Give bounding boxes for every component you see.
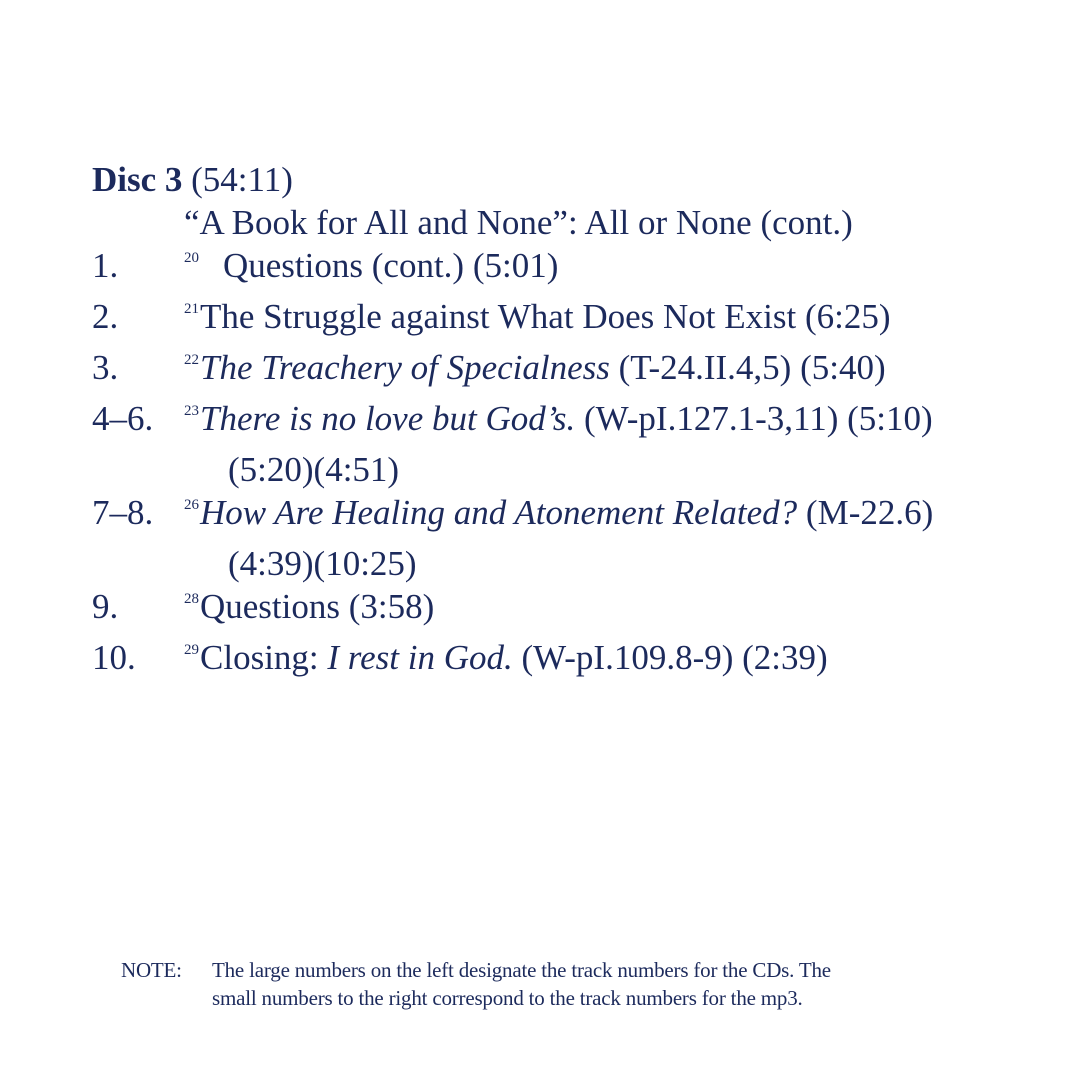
mp3-track-number: 28 — [184, 591, 199, 607]
track-reference: (W-pI.109.8-9) — [521, 638, 734, 677]
note-line: small numbers to the right correspond to the track numbers for the mp3. — [212, 986, 803, 1010]
track-time: (6:25) — [804, 297, 891, 336]
disc-duration: (54:11) — [191, 160, 293, 199]
mp3-track-number: 22 — [184, 352, 199, 368]
track-reference: (W-pI.127.1-3,11) — [584, 399, 839, 438]
track-title: I rest in God. — [327, 638, 513, 677]
track-title: The Struggle against What Does Not Exist — [200, 297, 797, 336]
cd-track-number: 1. — [92, 246, 119, 285]
track-prefix: Closing: — [200, 638, 319, 677]
track-row — [92, 295, 1052, 346]
track-reference: (M-22.6) — [805, 493, 934, 532]
mp3-track-number: 23 — [184, 403, 199, 419]
note-line: The large numbers on the left designate the track numbers for the CDs. The — [212, 958, 831, 982]
track-title: How Are Healing and Atonement Related? — [200, 493, 798, 532]
disc-heading — [92, 158, 1052, 201]
track-time: (3:58) — [348, 587, 435, 626]
track-reference: (T-24.II.4,5) — [618, 348, 792, 387]
cd-track-number: 10. — [92, 638, 136, 677]
track-time: (5:10) — [847, 399, 933, 438]
track-title: Questions — [200, 587, 340, 626]
track-row — [92, 397, 1052, 448]
mp3-track-number: 21 — [184, 301, 199, 317]
note-text — [121, 956, 981, 1012]
track-times-continued: (5:20)(4:51) — [228, 450, 400, 489]
track-time: (2:39) — [742, 638, 828, 677]
disc-label: Disc 3 — [92, 160, 183, 199]
track-time: (5:40) — [800, 348, 886, 387]
track-row — [92, 346, 1052, 397]
track-time: (5:01) — [472, 246, 559, 285]
mp3-track-number: 26 — [184, 497, 199, 513]
mp3-track-number: 29 — [184, 642, 199, 658]
footnote — [121, 956, 981, 1012]
track-title: Questions (cont.) — [223, 246, 465, 285]
track-title: There is no love but God’s. — [200, 399, 576, 438]
cd-track-number: 4–6. — [92, 399, 154, 438]
track-title: The Treachery of Specialness — [200, 348, 610, 387]
track-times-continued: (4:39)(10:25) — [228, 544, 417, 583]
cd-track-number: 9. — [92, 587, 119, 626]
track-row — [92, 244, 1052, 295]
cd-track-number: 2. — [92, 297, 119, 336]
track-row — [92, 585, 1052, 636]
track-list — [92, 158, 1052, 687]
program-title: “A Book for All and None”: All or None (cont.) — [184, 203, 853, 242]
cd-track-number: 3. — [92, 348, 119, 387]
track-row — [92, 636, 1052, 687]
mp3-track-number: 20 — [184, 250, 199, 266]
track-row — [92, 491, 1052, 542]
note-label: NOTE: — [121, 958, 182, 982]
cd-track-number: 7–8. — [92, 493, 154, 532]
